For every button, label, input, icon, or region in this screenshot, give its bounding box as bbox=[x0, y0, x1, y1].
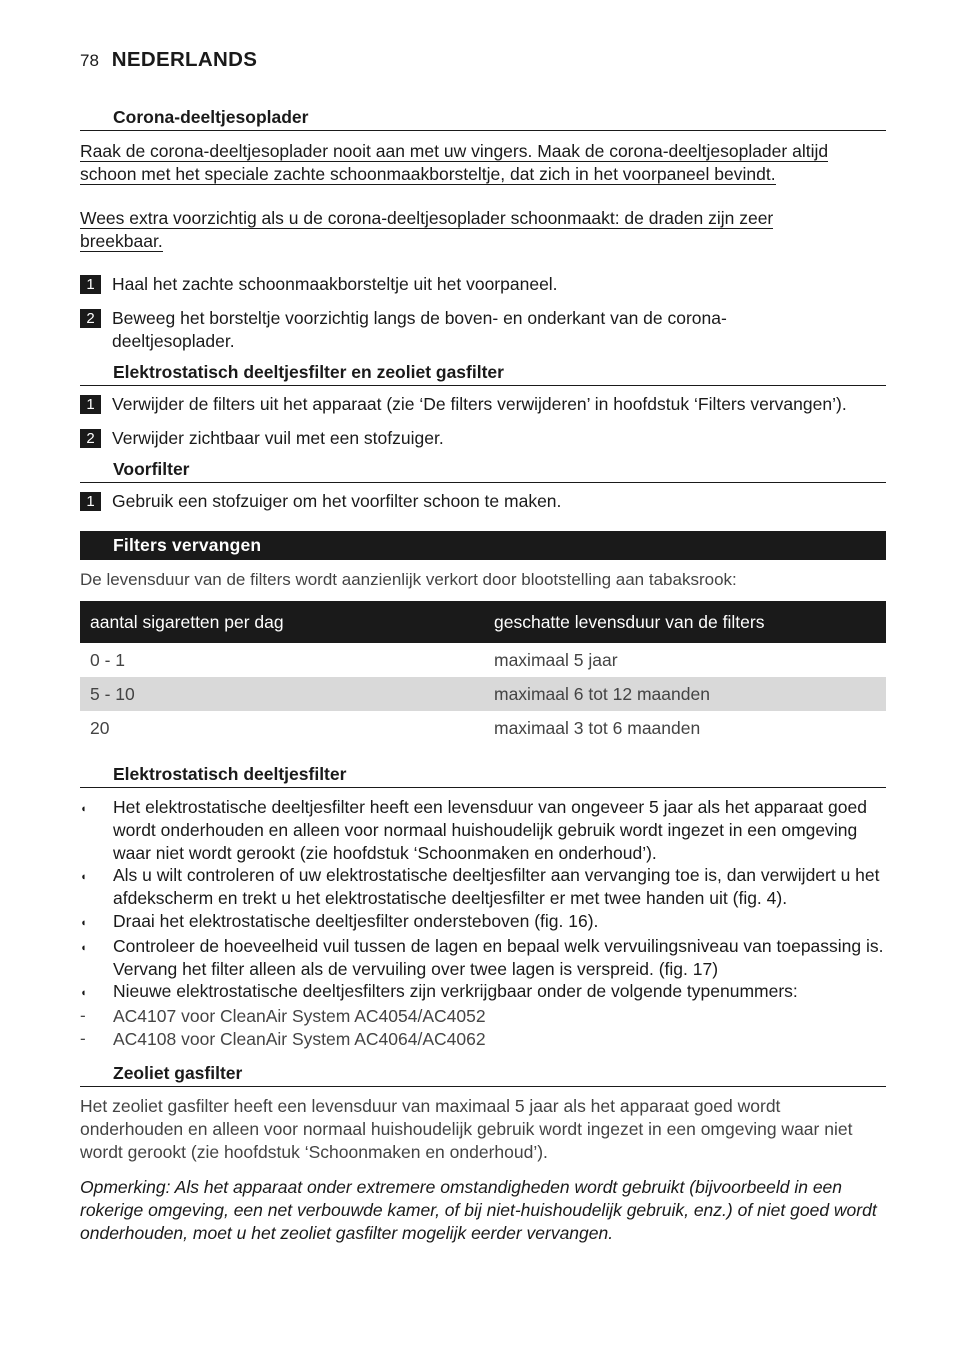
corona-step-1 bbox=[80, 273, 886, 296]
zeolite-text: Het zeoliet gasfilter heeft een levensduur van maximaal 5 jaar als het apparaat goed wordt onderhouden en alleen voor normaal huishoudelijk gebruik wordt ingezet in een omgeving waar niet wordt gerookt (zie hoofdstuk ‘Schoonmaken en onderhoud’). bbox=[80, 1095, 853, 1162]
prefilter-heading: Voorfilter bbox=[80, 458, 886, 483]
list-item bbox=[80, 864, 886, 910]
ez-step-1 bbox=[80, 393, 886, 416]
list-item-text: Als u wilt controleren of uw elektrostatische deeltjesfilter aan vervanging toe is, dan verwijdert u het afdekscherm en trekt u het elektrostatische deeltjesfilter er met twee handen uit (fig. 4). bbox=[113, 865, 880, 909]
zeolite-heading: Zeoliet gasfilter bbox=[80, 1062, 886, 1087]
warning-1-line-1: Raak de corona-deeltjesoplader nooit aan met uw vingers. Maak de corona-deeltjesoplader altijd bbox=[80, 141, 829, 161]
bullet-triangle-icon: ◖ bbox=[80, 871, 87, 884]
page-content bbox=[80, 106, 886, 1245]
step-number-badge: 1 bbox=[80, 492, 101, 511]
list-item-text: Controleer de hoeveelheid vuil tussen de lagen en bepaal welk vervuilingsniveau van toepassing is. Vervang het filter alleen als de vervuiling over twee lagen is verspreid. (fig. 17) bbox=[113, 935, 884, 979]
step-number-badge: 1 bbox=[80, 395, 101, 414]
zeolite-note: Opmerking: Als het apparaat onder extremere omstandigheden wordt gebruikt (bijvoorbeeld in een rokerige omgeving, een net verbouwde kamer, of bij niet-huishoudelijk gebruik, enz.) of niet goed wordt onderhouden, moet u het zeoliet gasfilter mogelijk eerder vervangen. bbox=[80, 1176, 877, 1243]
table-cell: 5 - 10 bbox=[80, 677, 481, 711]
list-item bbox=[80, 1028, 886, 1051]
prefilter-step-1 bbox=[80, 490, 886, 513]
table-cell: maximaal 3 tot 6 maanden bbox=[494, 717, 701, 738]
column-header-cigarettes: aantal sigaretten per dag bbox=[80, 601, 481, 643]
bullet-triangle-icon: ◖ bbox=[80, 941, 87, 954]
column-header-lifetime: geschatte levensduur van de filters bbox=[481, 601, 886, 643]
bullet-triangle-icon: ◖ bbox=[80, 987, 87, 1000]
table-cell: 20 bbox=[90, 717, 110, 738]
step-number-badge: 1 bbox=[80, 275, 101, 294]
corona-step-2 bbox=[80, 307, 886, 353]
ez-step-2 bbox=[80, 427, 886, 450]
list-item bbox=[80, 910, 886, 935]
list-item bbox=[80, 980, 886, 1005]
bullet-triangle-icon: ◖ bbox=[80, 916, 87, 929]
table-cell: maximaal 5 jaar bbox=[494, 649, 618, 670]
table-row bbox=[80, 711, 886, 745]
list-item bbox=[80, 935, 886, 981]
table-header-row bbox=[80, 601, 886, 643]
electrostatic-zeolite-heading: Elektrostatisch deeltjesfilter en zeoliet gasfilter bbox=[80, 361, 886, 386]
page-number: 78 bbox=[80, 51, 99, 70]
dash-icon: - bbox=[80, 1006, 86, 1026]
warning-2-line-1: Wees extra voorzichtig als u de corona-deeltjesoplader schoonmaakt: de draden zijn zeer bbox=[80, 208, 774, 228]
dash-icon: - bbox=[80, 1028, 86, 1048]
table-row bbox=[80, 643, 886, 677]
step-number-badge: 2 bbox=[80, 309, 101, 328]
warning-1-line-2: schoon met het speciale zachte schoonmaakborsteltje, dat zich in het voorpaneel bevindt. bbox=[80, 163, 776, 184]
list-item-text: Nieuwe elektrostatische deeltjesfilters zijn verkrijgbaar onder de volgende typenummers: bbox=[113, 981, 798, 1002]
list-item bbox=[80, 796, 886, 864]
warning-2-line-2: breekbaar. bbox=[80, 230, 163, 251]
corona-warning-2 bbox=[80, 207, 886, 252]
step-text: Verwijder de filters uit het apparaat (zie ‘De filters verwijderen’ in hoofdstuk ‘Filters vervangen’). bbox=[112, 394, 847, 414]
list-item-text: Het elektrostatische deeltjesfilter heeft een levensduur van ongeveer 5 jaar als het apparaat goed wordt onderhouden en alleen voor normaal huishoudelijk gebruik wordt ingezet in een omgeving waar niet wordt gerookt (zie hoofdstuk ‘Schoonmaken en onderhoud’). bbox=[113, 797, 867, 863]
language-title: NEDERLANDS bbox=[111, 48, 258, 71]
filter-lifetime-table bbox=[80, 601, 886, 745]
list-item-text: Draai het elektrostatische deeltjesfilter ondersteboven (fig. 16). bbox=[113, 910, 599, 931]
corona-warning-1 bbox=[80, 140, 886, 185]
list-item-text: AC4107 voor CleanAir System AC4054/AC4052 bbox=[113, 1006, 486, 1027]
step-text: Haal het zachte schoonmaakborsteltje uit het voorpaneel. bbox=[112, 274, 558, 294]
replace-filters-heading: Filters vervangen bbox=[80, 531, 886, 560]
list-item bbox=[80, 1005, 886, 1028]
bullet-triangle-icon: ◖ bbox=[80, 803, 87, 815]
replace-intro: De levensduur van de filters wordt aanzienlijk verkort door blootstelling aan tabaksrook: bbox=[80, 570, 737, 589]
step-text: Verwijder zichtbaar vuil met een stofzuiger. bbox=[112, 428, 444, 448]
step-number-badge: 2 bbox=[80, 429, 101, 448]
table-row bbox=[80, 677, 886, 711]
list-item-text: AC4108 voor CleanAir System AC4064/AC4062 bbox=[113, 1028, 486, 1049]
table-cell: maximaal 6 tot 12 maanden bbox=[481, 677, 886, 711]
page-header bbox=[80, 48, 257, 72]
corona-heading: Corona-deeltjesoplader bbox=[80, 106, 886, 131]
step-text: Beweeg het borsteltje voorzichtig langs de boven- en onderkant van de corona-deeltjesoplader. bbox=[112, 308, 727, 351]
electrostatic-bullet-list bbox=[80, 796, 886, 1051]
table-cell: 0 - 1 bbox=[90, 649, 126, 670]
step-text: Gebruik een stofzuiger om het voorfilter schoon te maken. bbox=[112, 491, 562, 511]
electrostatic-heading: Elektrostatisch deeltjesfilter bbox=[80, 763, 886, 788]
